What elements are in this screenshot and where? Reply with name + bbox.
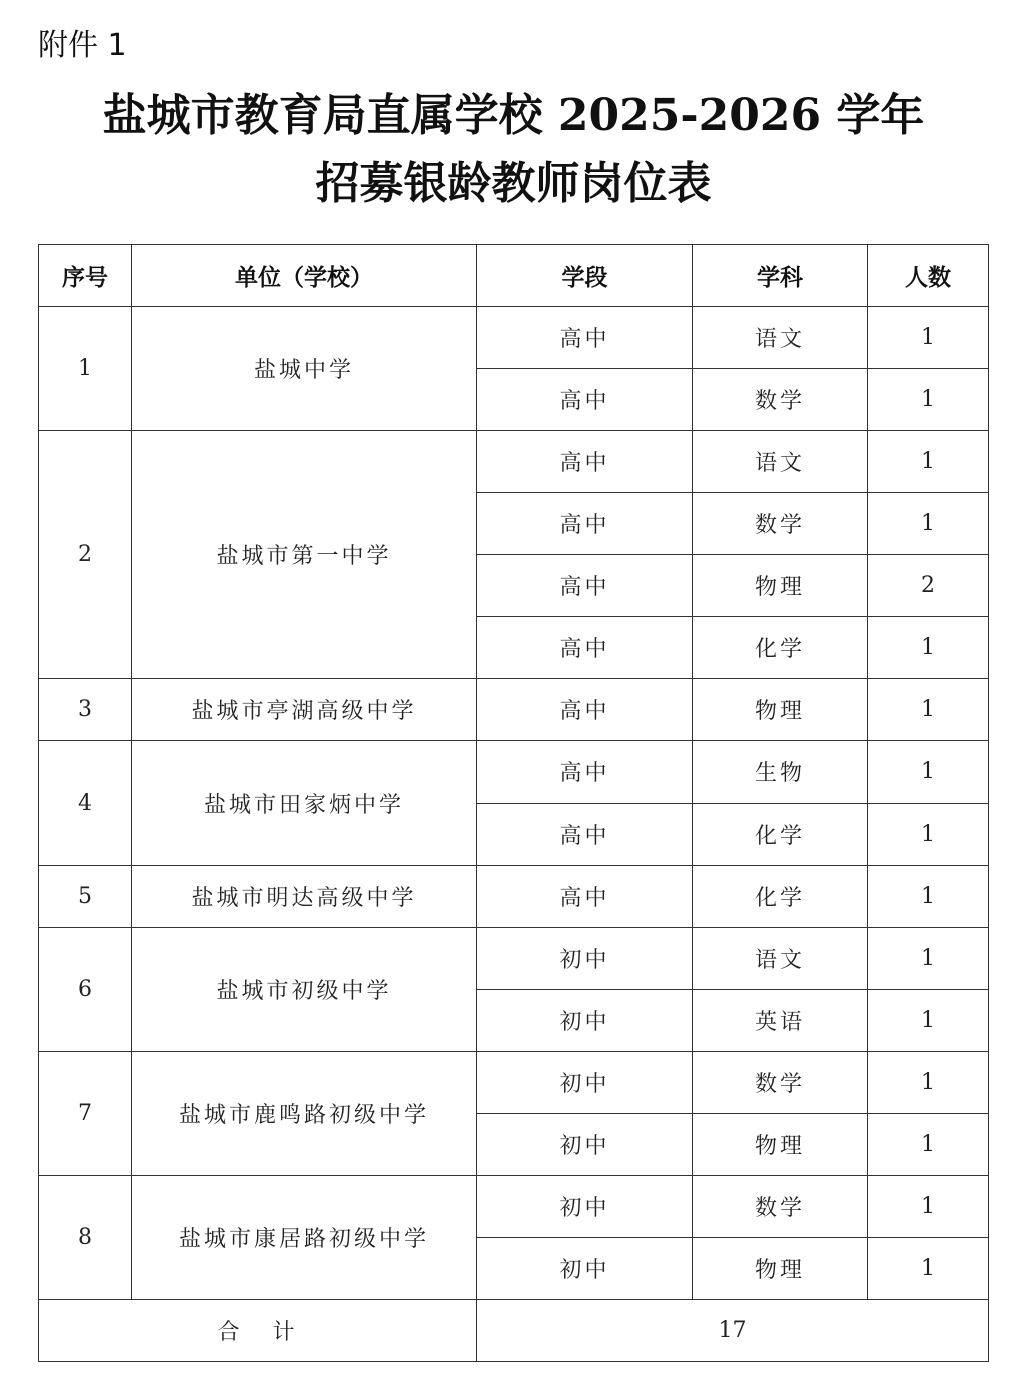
header-stage: 学段: [477, 245, 693, 307]
cell-stage: 高中: [477, 369, 693, 431]
table-row: [39, 1051, 989, 1113]
cell-subject: 语文: [693, 431, 868, 493]
cell-count: 1: [868, 803, 989, 865]
cell-subject: 数学: [693, 493, 868, 555]
cell-stage: 初中: [477, 989, 693, 1051]
cell-count: 1: [868, 1237, 989, 1299]
cell-subject: 物理: [693, 679, 868, 741]
cell-serial: 5: [39, 865, 132, 927]
table-row: [39, 1175, 989, 1237]
cell-serial: 3: [39, 679, 132, 741]
cell-unit: 盐城中学: [132, 307, 477, 431]
cell-stage: 高中: [477, 679, 693, 741]
cell-unit: 盐城市亭湖高级中学: [132, 679, 477, 741]
total-row: [39, 1300, 989, 1362]
table-row: [39, 307, 989, 369]
cell-subject: 物理: [693, 555, 868, 617]
document-title-line-1: 盐城市教育局直属学校 2025-2026 学年: [102, 90, 925, 141]
positions-table: [38, 244, 989, 1362]
table-body: [39, 307, 989, 1300]
header-serial: 序号: [39, 245, 132, 307]
cell-unit: 盐城市初级中学: [132, 927, 477, 1051]
cell-count: 1: [868, 989, 989, 1051]
cell-subject: 数学: [693, 1051, 868, 1113]
cell-count: 1: [868, 431, 989, 493]
cell-serial: 6: [39, 927, 132, 1051]
cell-subject: 语文: [693, 927, 868, 989]
cell-stage: 高中: [477, 741, 693, 803]
table-row: [39, 865, 989, 927]
cell-stage: 初中: [477, 1051, 693, 1113]
cell-stage: 高中: [477, 493, 693, 555]
cell-count: 1: [868, 1113, 989, 1175]
cell-subject: 化学: [693, 803, 868, 865]
cell-unit: 盐城市第一中学: [132, 431, 477, 679]
total-label-right: 计: [272, 1320, 298, 1345]
cell-subject: 生物: [693, 741, 868, 803]
cell-stage: 高中: [477, 307, 693, 369]
cell-unit: 盐城市明达高级中学: [132, 865, 477, 927]
cell-count: 1: [868, 493, 989, 555]
cell-subject: 化学: [693, 865, 868, 927]
cell-count: 1: [868, 679, 989, 741]
table-row: [39, 431, 989, 493]
table-row: [39, 741, 989, 803]
cell-subject: 数学: [693, 369, 868, 431]
cell-stage: 高中: [477, 803, 693, 865]
cell-subject: 物理: [693, 1113, 868, 1175]
cell-count: 1: [868, 1051, 989, 1113]
cell-stage: 高中: [477, 555, 693, 617]
cell-subject: 英语: [693, 989, 868, 1051]
cell-count: 1: [868, 927, 989, 989]
cell-count: 1: [868, 865, 989, 927]
cell-serial: 1: [39, 307, 132, 431]
cell-subject: 语文: [693, 307, 868, 369]
cell-serial: 7: [39, 1051, 132, 1175]
cell-unit: 盐城市田家炳中学: [132, 741, 477, 865]
cell-count: 2: [868, 555, 989, 617]
cell-stage: 高中: [477, 617, 693, 679]
cell-subject: 化学: [693, 617, 868, 679]
header-subject: 学科: [693, 245, 868, 307]
table-header-row: [39, 245, 989, 307]
cell-subject: 数学: [693, 1175, 868, 1237]
attachment-label: 附件 1: [38, 28, 127, 63]
cell-stage: 高中: [477, 865, 693, 927]
table-row: [39, 927, 989, 989]
cell-stage: 高中: [477, 431, 693, 493]
cell-count: 1: [868, 307, 989, 369]
header-count: 人数: [868, 245, 989, 307]
cell-serial: 2: [39, 431, 132, 679]
total-label: [39, 1300, 477, 1362]
cell-serial: 8: [39, 1175, 132, 1299]
cell-count: 1: [868, 741, 989, 803]
document-title-line-2: 招募银龄教师岗位表: [315, 158, 712, 209]
table-row: [39, 679, 989, 741]
cell-stage: 初中: [477, 927, 693, 989]
cell-stage: 初中: [477, 1113, 693, 1175]
cell-serial: 4: [39, 741, 132, 865]
header-unit: 单位（学校）: [132, 245, 477, 307]
total-label-left: 合: [217, 1320, 243, 1345]
cell-stage: 初中: [477, 1237, 693, 1299]
cell-count: 1: [868, 1175, 989, 1237]
total-value: 17: [477, 1300, 989, 1362]
cell-unit: 盐城市康居路初级中学: [132, 1175, 477, 1299]
cell-unit: 盐城市鹿鸣路初级中学: [132, 1051, 477, 1175]
cell-count: 1: [868, 617, 989, 679]
cell-count: 1: [868, 369, 989, 431]
cell-subject: 物理: [693, 1237, 868, 1299]
cell-stage: 初中: [477, 1175, 693, 1237]
